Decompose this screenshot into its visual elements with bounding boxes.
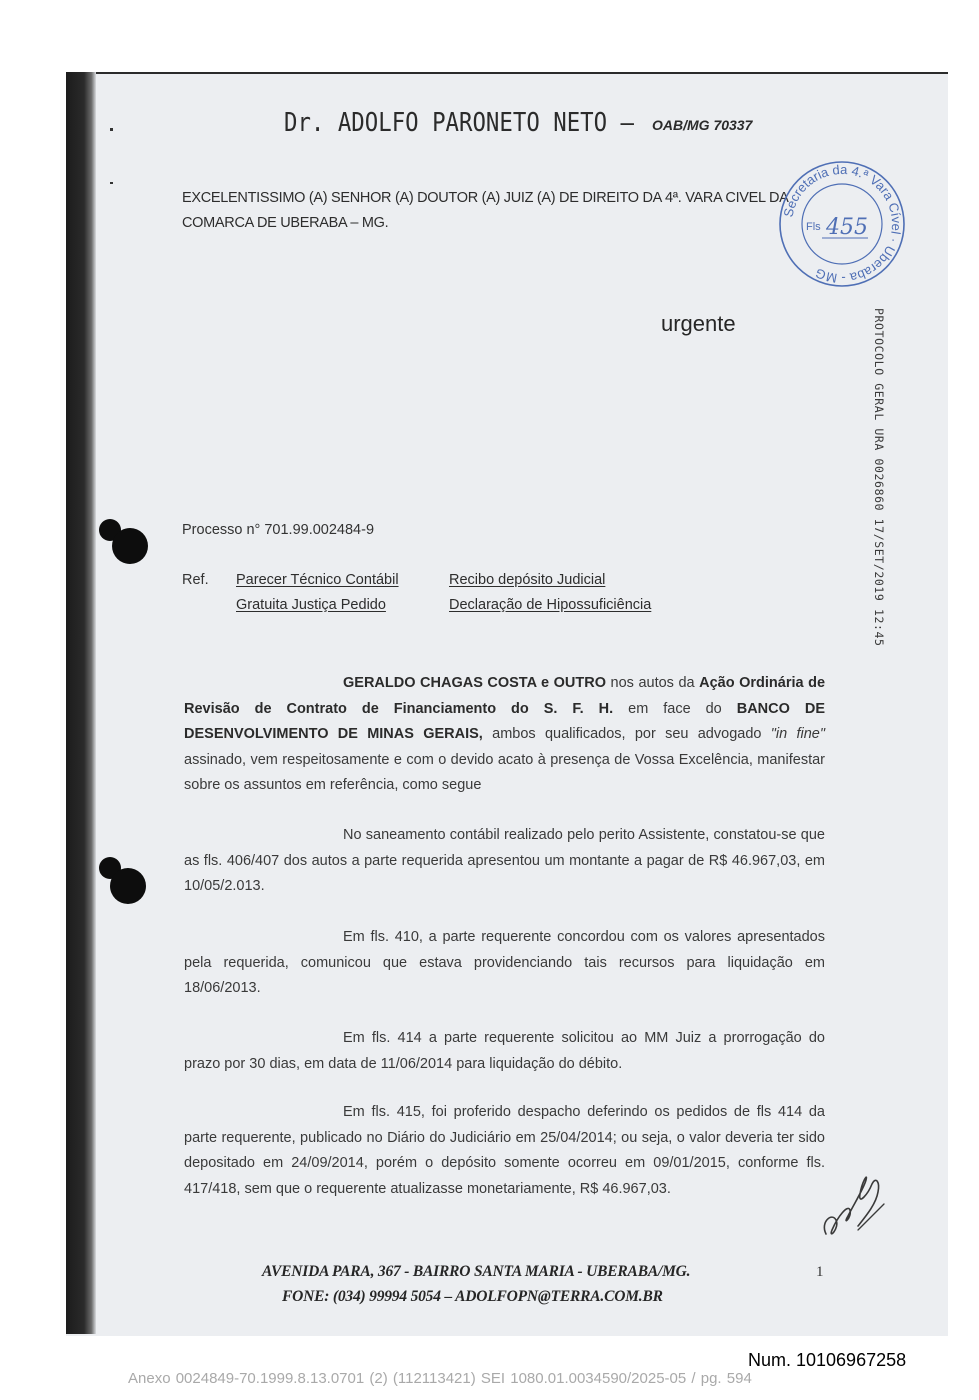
- in-fine-term: "in fine": [770, 726, 825, 742]
- addressee-line-2: COMARCA DE UBERABA – MG.: [182, 215, 389, 231]
- protocol-stamp: PROTOCOLO GERAL URA 0026860 17/SET/2019 12:45: [872, 308, 886, 647]
- scan-speck: [110, 128, 113, 131]
- text-run: nos autos da: [606, 675, 700, 691]
- handwritten-rubric-signature: [818, 1164, 888, 1246]
- action-type: Ação Ordinária de Revisão de Contrato de Financiamento do S. F. H.: [184, 675, 826, 717]
- court-secretariat-stamp: [776, 158, 908, 290]
- addressee-block: [182, 186, 842, 236]
- reference-label: Ref.: [182, 572, 209, 588]
- text-run: Em fls. 410, a parte requerente concordou com os valores apresentados pela requerida, comunicou que estava providenciando tais recursos para liquidação em 18/06/2013.: [184, 929, 825, 996]
- paragraph-fls-410: [184, 925, 825, 1002]
- scan-shadow-edge: [66, 72, 96, 1334]
- lawyer-name: Dr. ADOLFO PARONETO NETO –: [284, 108, 635, 138]
- paragraph-accounting-review: [184, 823, 825, 900]
- defendant-bank: BANCO DE DESENVOLVIMENTO DE MINAS GERAIS,: [184, 700, 825, 742]
- addressee-line-1: EXCELENTISSIMO (A) SENHOR (A) DOUTOR (A) JUIZ (A) DE DIREITO DA 4ª. VARA CIVEL DA: [182, 190, 789, 206]
- page-number: 1: [816, 1264, 824, 1280]
- text-run: em face do: [613, 700, 737, 717]
- stamp-page-number: 455: [826, 215, 868, 240]
- punch-hole-mark: [92, 852, 156, 908]
- parties-name: GERALDO CHAGAS COSTA e OUTRO: [343, 675, 607, 691]
- paragraph-introduction: [184, 671, 825, 799]
- document-number: Num. 10106967258: [748, 1350, 907, 1370]
- paragraph-fls-414: [184, 1026, 825, 1077]
- process-number: Processo n° 701.99.002484-9: [182, 522, 375, 538]
- reference-item: Recibo depósito Judicial: [449, 572, 606, 588]
- stamp-ring-text: Secretaria da 4.ª Vara Cível · Uberaba - MG: [780, 161, 905, 287]
- text-run: assinado, vem respeitosamente e com o devido acato à presença de Vossa Excelência, manifestar sobre os assuntos em referência, como segue: [184, 751, 825, 793]
- scan-speck: [110, 182, 113, 184]
- text-run: No saneamento contábil realizado pelo perito Assistente, constatou-se que as fls. 406/407 dos autos a parte requerida apresentou um montante a pagar de R$ 46.967,03, em 10/05/2.013.: [184, 827, 825, 894]
- stamp-page-label: Fls: [806, 221, 821, 233]
- text-run: Em fls. 414 a parte requerente solicitou ao MM Juiz a prorrogação do prazo por 30 dias, em data de 11/06/2014 para liquidação do débito.: [184, 1030, 825, 1072]
- punch-hole-mark: [92, 512, 156, 568]
- urgent-label: urgente: [661, 311, 736, 336]
- footer-contact: FONE: (034) 99994 5054 – ADOLFOPN@TERRA.COM.BR: [282, 1288, 663, 1305]
- reference-item: Declaração de Hipossuficiência: [449, 597, 652, 613]
- oab-registration: OAB/MG 70337: [652, 117, 753, 133]
- reference-item: Gratuita Justiça Pedido: [236, 597, 386, 613]
- footer-address: AVENIDA PARA, 367 - BAIRRO SANTA MARIA - UBERABA/MG.: [262, 1263, 691, 1280]
- reference-item: Parecer Técnico Contábil: [236, 572, 399, 588]
- text-run: Em fls. 415, foi proferido despacho deferindo os pedidos de fls 414 da parte requerente, publicado no Diário do Judiciário em 25/04/2014; ou seja, o valor deveria ter sido depositado em 24/09/2014, porém o depósito somente ocorreu em 09/01/2015, conforme fls. 417/418, sem que o requerente atualizasse monetariamente, R$ 46.967,03.: [184, 1104, 825, 1197]
- annex-reference: Anexo 0024849-70.1999.8.13.0701 (2) (112113421) SEI 1080.01.0034590/2025-05 / pg. 594: [128, 1370, 752, 1387]
- paragraph-fls-415: [184, 1100, 825, 1202]
- text-run: ambos qualificados, por seu advogado: [482, 726, 771, 742]
